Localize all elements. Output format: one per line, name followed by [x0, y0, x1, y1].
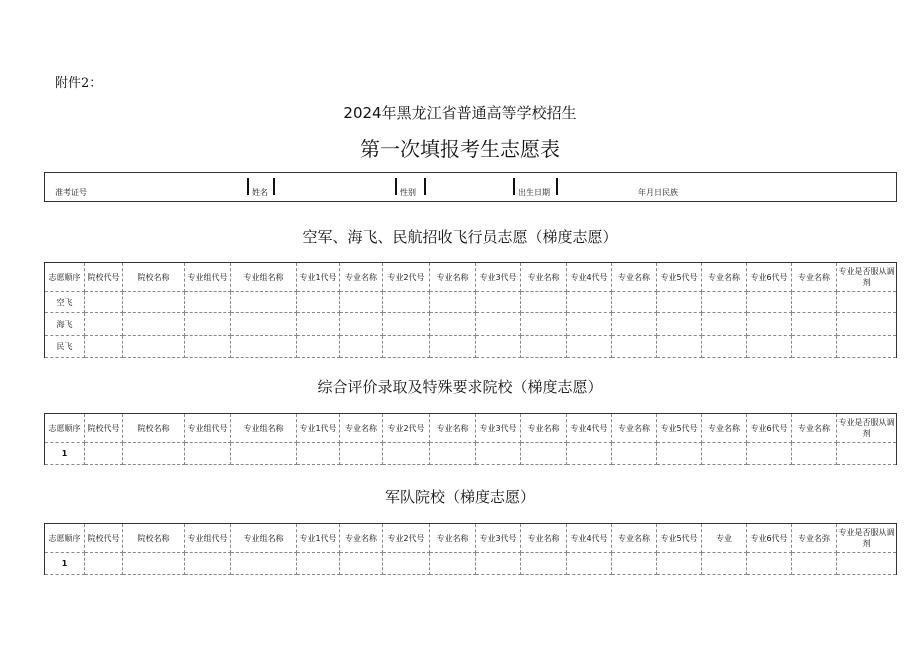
- cell[interactable]: [747, 313, 792, 336]
- comprehensive-evaluation-table: [44, 413, 897, 465]
- cell[interactable]: [231, 292, 297, 313]
- cell[interactable]: [657, 443, 702, 465]
- cell[interactable]: [747, 553, 792, 575]
- cell[interactable]: [185, 336, 231, 358]
- column-header: 专业名称: [612, 524, 657, 553]
- cell[interactable]: [297, 336, 340, 358]
- column-header: 专业名称: [612, 263, 657, 292]
- cell[interactable]: [837, 553, 897, 575]
- cell[interactable]: [340, 313, 383, 336]
- cell[interactable]: [521, 313, 567, 336]
- cell[interactable]: [231, 336, 297, 358]
- table-header-row: [45, 263, 897, 292]
- form-title-line2: 第一次填报考生志愿表: [360, 137, 560, 161]
- row-label: 民飞: [45, 336, 85, 358]
- column-header: 专业5代号: [657, 263, 702, 292]
- cell[interactable]: [657, 313, 702, 336]
- military-academy-table: [44, 523, 897, 575]
- cell[interactable]: [383, 292, 430, 313]
- column-header: 专业名称: [430, 524, 476, 553]
- column-header: 专业名称: [521, 524, 567, 553]
- column-header: 专业组代号: [185, 263, 231, 292]
- field-divider: [247, 178, 249, 195]
- column-header: 院校代号: [85, 414, 123, 443]
- cell[interactable]: [747, 443, 792, 465]
- exam-no-label: 准考证号: [55, 188, 87, 197]
- cell[interactable]: [185, 443, 231, 465]
- cell[interactable]: [837, 336, 897, 358]
- cell[interactable]: [476, 553, 521, 575]
- row-label: 1: [45, 553, 85, 575]
- cell[interactable]: [383, 443, 430, 465]
- cell[interactable]: [185, 313, 231, 336]
- cell[interactable]: [612, 336, 657, 358]
- cell[interactable]: [837, 313, 897, 336]
- column-header: 专业6代号: [747, 524, 792, 553]
- column-header: 专业名称: [340, 414, 383, 443]
- cell[interactable]: [123, 313, 185, 336]
- column-header: 专业1代号: [297, 524, 340, 553]
- column-header: 专业是否服从调剂: [837, 524, 897, 553]
- column-header: 专业2代号: [383, 524, 430, 553]
- column-header: 专业名称: [521, 414, 567, 443]
- cell[interactable]: [612, 553, 657, 575]
- field-divider: [556, 178, 558, 195]
- field-divider: [424, 178, 426, 195]
- section1-title: 空军、海飞、民航招收飞行员志愿（梯度志愿）: [302, 228, 618, 246]
- cell[interactable]: [430, 553, 476, 575]
- column-header: 专业名称: [340, 263, 383, 292]
- cell[interactable]: [185, 553, 231, 575]
- cell[interactable]: [85, 443, 123, 465]
- column-header: 专业名称: [792, 414, 837, 443]
- cell[interactable]: [612, 292, 657, 313]
- name-label: 姓名: [252, 188, 268, 197]
- cell[interactable]: [657, 553, 702, 575]
- column-header: 专业名弥: [792, 524, 837, 553]
- column-header: 专业5代号: [657, 524, 702, 553]
- column-header: 院校名称: [123, 524, 185, 553]
- cell[interactable]: [702, 292, 747, 313]
- cell[interactable]: [383, 336, 430, 358]
- column-header: 专业是否服从调剂: [837, 263, 897, 292]
- cell[interactable]: [297, 292, 340, 313]
- column-header: 专业5代号: [657, 414, 702, 443]
- cell[interactable]: [340, 292, 383, 313]
- cell[interactable]: [430, 292, 476, 313]
- column-header: 院校代号: [85, 263, 123, 292]
- column-header: 专业名称: [340, 524, 383, 553]
- cell[interactable]: [521, 553, 567, 575]
- column-header: 专业4代号: [567, 414, 612, 443]
- column-header: 专业组代号: [185, 414, 231, 443]
- cell[interactable]: [383, 313, 430, 336]
- cell[interactable]: [185, 292, 231, 313]
- cell[interactable]: [521, 336, 567, 358]
- column-header: 专业名称: [702, 414, 747, 443]
- column-header: 专业4代号: [567, 263, 612, 292]
- candidate-info-box: [44, 172, 897, 202]
- cell[interactable]: [85, 313, 123, 336]
- column-header: 专业名称: [430, 414, 476, 443]
- cell[interactable]: [340, 336, 383, 358]
- field-divider: [395, 178, 397, 195]
- column-header: 院校代号: [85, 524, 123, 553]
- column-header: 专业2代号: [383, 414, 430, 443]
- cell[interactable]: [430, 313, 476, 336]
- form-title-line1: 2024年黑龙江省普通高等学校招生: [343, 104, 577, 122]
- column-header: 专业3代号: [476, 524, 521, 553]
- cell[interactable]: [837, 292, 897, 313]
- cell[interactable]: [85, 292, 123, 313]
- table-header-row: [45, 524, 897, 553]
- birth-label: 出生日期: [518, 188, 550, 197]
- table-row: [45, 336, 897, 358]
- column-header: 志愿顺序: [45, 263, 85, 292]
- column-header: 专业名称: [702, 263, 747, 292]
- column-header: 专业名称: [430, 263, 476, 292]
- column-header: 专业组名称: [231, 524, 297, 553]
- cell[interactable]: [702, 553, 747, 575]
- column-header: 专业4代号: [567, 524, 612, 553]
- table-row: [45, 313, 897, 336]
- cell[interactable]: [792, 443, 837, 465]
- cell[interactable]: [476, 336, 521, 358]
- column-header: 专业名称: [792, 263, 837, 292]
- cell[interactable]: [430, 336, 476, 358]
- column-header: 院校名称: [123, 263, 185, 292]
- cell[interactable]: [85, 336, 123, 358]
- cell[interactable]: [123, 443, 185, 465]
- cell[interactable]: [702, 443, 747, 465]
- cell[interactable]: [231, 553, 297, 575]
- table-row: [45, 292, 897, 313]
- cell[interactable]: [567, 443, 612, 465]
- cell[interactable]: [476, 443, 521, 465]
- row-label: 空飞: [45, 292, 85, 313]
- cell[interactable]: [123, 292, 185, 313]
- cell[interactable]: [85, 553, 123, 575]
- field-divider: [273, 178, 275, 195]
- column-header: 专业6代号: [747, 414, 792, 443]
- field-divider: [513, 178, 515, 195]
- section2-title: 综合评价录取及特殊要求院校（梯度志愿）: [317, 378, 603, 396]
- cell[interactable]: [792, 336, 837, 358]
- cell[interactable]: [123, 553, 185, 575]
- cell[interactable]: [792, 292, 837, 313]
- column-header: 专业名称: [612, 414, 657, 443]
- column-header: 院校名称: [123, 414, 185, 443]
- cell[interactable]: [297, 443, 340, 465]
- column-header: 专业是否服从调剂: [837, 414, 897, 443]
- cell[interactable]: [340, 553, 383, 575]
- cell[interactable]: [657, 336, 702, 358]
- cell[interactable]: [340, 443, 383, 465]
- cell[interactable]: [297, 313, 340, 336]
- column-header: 志愿顺序: [45, 414, 85, 443]
- cell[interactable]: [567, 336, 612, 358]
- date-ethnic-label: 年月日民族: [638, 188, 678, 197]
- cell[interactable]: [612, 443, 657, 465]
- cell[interactable]: [702, 313, 747, 336]
- cell[interactable]: [123, 336, 185, 358]
- table-header-row: [45, 414, 897, 443]
- column-header: 专业1代号: [297, 414, 340, 443]
- column-header: 专业组名称: [231, 263, 297, 292]
- gender-label: 性别: [400, 188, 416, 197]
- column-header: 专业组名称: [231, 414, 297, 443]
- cell[interactable]: [792, 313, 837, 336]
- section3-title: 军队院校（梯度志愿）: [384, 488, 535, 506]
- cell[interactable]: [657, 292, 702, 313]
- column-header: 专业6代号: [747, 263, 792, 292]
- column-header: 专业1代号: [297, 263, 340, 292]
- column-header: 专业: [702, 524, 747, 553]
- pilot-preference-table: [44, 262, 897, 358]
- column-header: 专业名称: [521, 263, 567, 292]
- column-header: 专业3代号: [476, 414, 521, 443]
- table-row: [45, 553, 897, 575]
- cell[interactable]: [297, 553, 340, 575]
- column-header: 专业组代号: [185, 524, 231, 553]
- cell[interactable]: [837, 443, 897, 465]
- cell[interactable]: [567, 553, 612, 575]
- cell[interactable]: [231, 443, 297, 465]
- cell[interactable]: [792, 553, 837, 575]
- column-header: 专业3代号: [476, 263, 521, 292]
- column-header: 志愿顺序: [45, 524, 85, 553]
- cell[interactable]: [612, 313, 657, 336]
- cell[interactable]: [383, 553, 430, 575]
- cell[interactable]: [476, 292, 521, 313]
- cell[interactable]: [231, 313, 297, 336]
- cell[interactable]: [567, 313, 612, 336]
- cell[interactable]: [567, 292, 612, 313]
- row-label: 1: [45, 443, 85, 465]
- attachment-label: 附件2：: [55, 76, 103, 91]
- cell[interactable]: [747, 292, 792, 313]
- cell[interactable]: [702, 336, 747, 358]
- cell[interactable]: [521, 292, 567, 313]
- column-header: 专业2代号: [383, 263, 430, 292]
- table-row: [45, 443, 897, 465]
- cell[interactable]: [476, 313, 521, 336]
- cell[interactable]: [430, 443, 476, 465]
- cell[interactable]: [521, 443, 567, 465]
- cell[interactable]: [747, 336, 792, 358]
- row-label: 海飞: [45, 313, 85, 336]
